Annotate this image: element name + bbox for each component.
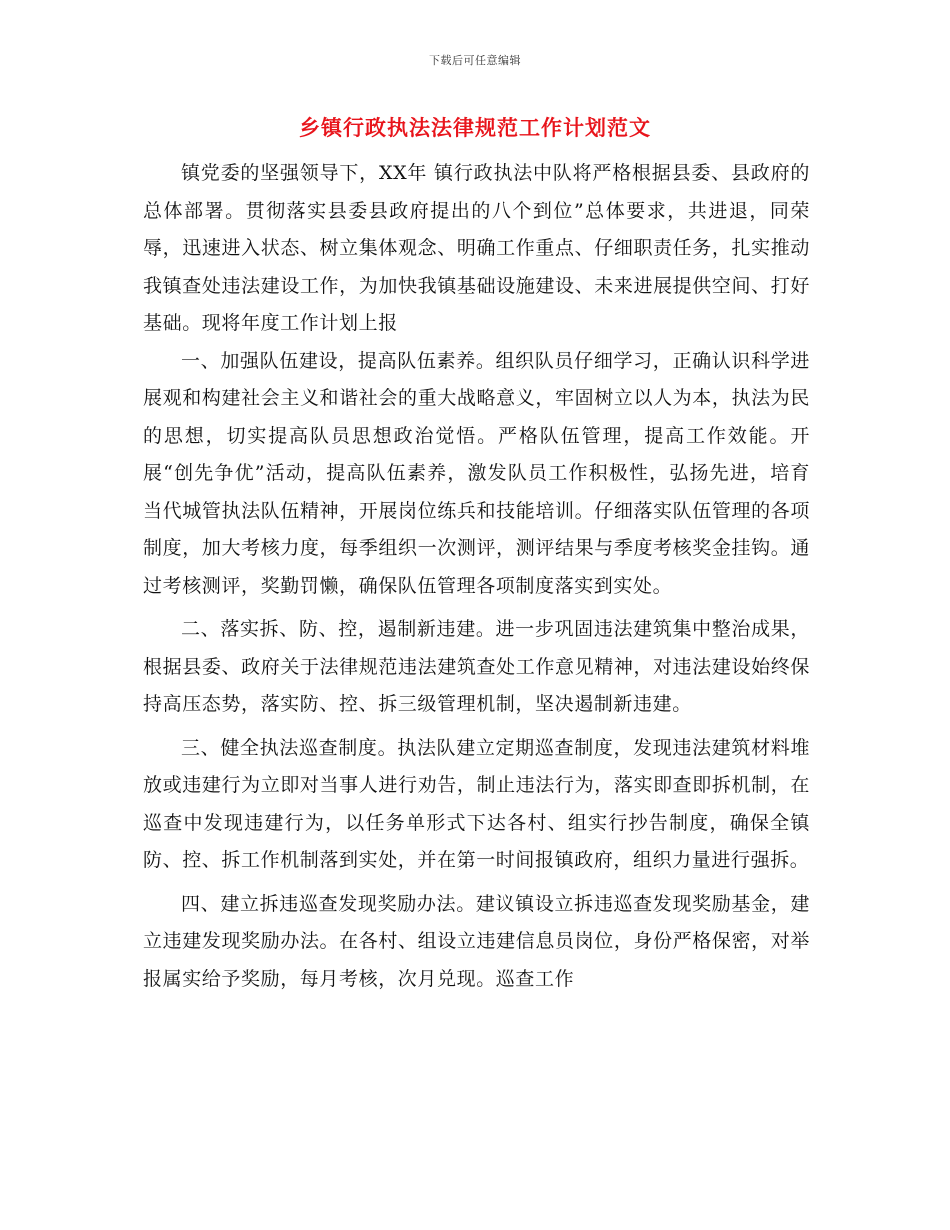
- paragraph-section-1: 一、加强队伍建设，提高队伍素养。组织队员仔细学习，正确认识科学进展观和构建社会主义和谐社会的重大战略意义，牢固树立以人为本，执法为民的思想，切实提高队员思想政治觉悟。严格队伍管理，提高工作效能。开展“创先争优”活动，提高队伍素养，激发队员工作积极性，弘扬先进，培育当代城管执法队伍精神，开展岗位练兵和技能培训。仔细落实队伍管理的各项制度，加大考核力度，每季组织一次测评，测评结果与季度考核奖金挂钩。通过考核测评，奖勤罚懒，确保队伍管理各项制度落实到实处。: [143, 349, 810, 597]
- document-body: [143, 155, 810, 998]
- paragraph-intro: 镇党委的坚强领导下，XX年 镇行政执法中队将严格根据县委、县政府的总体部署。贯彻落实县委县政府提出的八个到位”总体要求，共进退，同荣辱，迅速进入状态、树立集体观念、明确工作重点、仔细职责任务，扎实推动我镇查处违法建设工作，为加快我镇基础设施建设、未来进展提供空间、打好基础。现将年度工作计划上报: [143, 162, 810, 334]
- header-note: 下载后可任意编辑: [429, 54, 521, 67]
- document-title: 乡镇行政执法法律规范工作计划范文: [299, 115, 651, 140]
- paragraph-section-4: 四、建立拆违巡查发现奖励办法。建议镇设立拆违巡查发现奖励基金，建立违建发现奖励办法。在各村、组设立违建信息员岗位，身份严格保密，对举报属实给予奖励，每月考核，次月兑现。巡查工作: [143, 892, 810, 990]
- paragraph-section-3: 三、健全执法巡查制度。执法队建立定期巡查制度，发现违法建筑材料堆放或违建行为立即对当事人进行劝告，制止违法行为，落实即查即拆机制，在巡查中发现违建行为，以任务单形式下达各村、组实行抄告制度，确保全镇防、控、拆工作机制落到实处，并在第一时间报镇政府，组织力量进行强拆。: [143, 736, 810, 871]
- paragraph-section-2: 二、落实拆、防、控，遏制新违建。进一步巩固违法建筑集中整治成果，根据县委、政府关于法律规范违法建筑查处工作意见精神，对违法建设始终保持高压态势，落实防、控、拆三级管理机制，坚决遏制新违建。: [143, 618, 810, 715]
